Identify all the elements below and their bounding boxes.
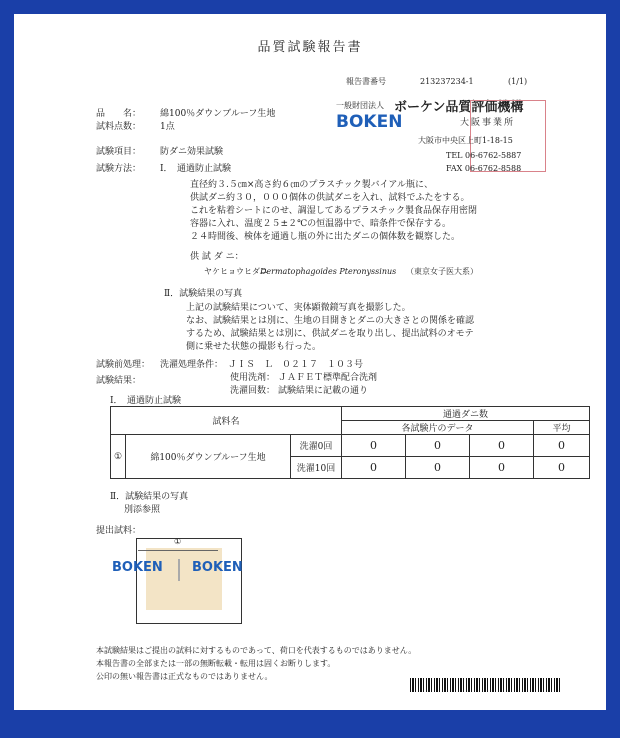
mite-label: 供 試 ダ ニ： xyxy=(190,252,244,262)
test-item-value: 防ダニ効果試験 xyxy=(160,147,224,157)
issuer-fax: FAX 06-6762-8588 xyxy=(446,164,522,173)
mite-source: （東京女子医大系） xyxy=(406,267,478,276)
photo-line-1: 上記の試験結果について、実体顕微鏡写真を撮影した。 xyxy=(186,303,411,313)
item-label: 品 名： xyxy=(96,109,142,119)
pretreatment-label: 試験前処理： xyxy=(96,360,151,370)
boken-logo-left: BOKEN xyxy=(112,560,163,575)
row-avg: 0 xyxy=(534,435,590,457)
method-section2: Ⅱ．試験結果の写真 xyxy=(164,289,243,299)
results-label: 試験結果： xyxy=(96,376,142,386)
submitted-label: 提出試料： xyxy=(96,526,142,536)
report-page: (1/1) xyxy=(508,77,528,86)
detergent-value: ＪＡＦＥＴ標準配合洗剤 xyxy=(278,373,378,383)
row-value: 0 xyxy=(406,457,470,479)
method-line-3: これを粘着シートにのせ、調湿してあるプラスチック製食品保存用密閉 xyxy=(190,206,478,216)
sample-mark xyxy=(178,559,180,581)
report-paper xyxy=(14,14,606,710)
barcode xyxy=(410,678,562,692)
row-value: 0 xyxy=(342,435,406,457)
issuer-tel: TEL 06-6762-5887 xyxy=(446,151,522,160)
note-1: 本試験結果はご提出の試料に対するものであって、荷口を代表するものではありません。 xyxy=(96,646,417,655)
photo-line-3: するため、試験結果とは別に、供試ダニを取り出し、提出試料のオモテ xyxy=(186,329,474,339)
photo-line-2: なお、試験結果とは別に、生地の目開きとダニの大きさとの関係を確認 xyxy=(186,316,475,326)
issuer-prefix: 一般財団法人 xyxy=(336,101,384,110)
fabric-sample xyxy=(146,548,222,610)
wash-times-label: 洗濯回数： xyxy=(230,386,276,396)
row-value: 0 xyxy=(406,435,470,457)
condition-value: ＪＩＳ Ｌ ０２１７ １０３号 xyxy=(228,360,364,370)
item-value: 綿100％ダウンブルーフ生地 xyxy=(160,109,276,119)
test-item-label: 試験項目： xyxy=(96,147,142,157)
row-sample: 綿100％ダウンブルーフ生地 xyxy=(126,435,291,479)
boken-logo-right: BOKEN xyxy=(192,560,243,575)
method-line-1: 直径約３.５㎝×高さ約６㎝のプラスチック製バイアル瓶に、 xyxy=(190,180,434,190)
sample-number: ① xyxy=(174,537,182,546)
photo-line-4: 側に乗せた状態の撮影も行った。 xyxy=(186,342,322,352)
detergent-label: 使用洗剤： xyxy=(230,373,276,383)
condition-label: 洗濯処理条件： xyxy=(160,360,224,370)
mite-latin: Dermatophagoides Pteronyssinus xyxy=(260,267,397,276)
issuer-address: 大阪市中央区上町1-18-15 xyxy=(418,136,513,145)
row-value: 0 xyxy=(470,457,534,479)
method-label: 試験方法： xyxy=(96,164,142,174)
issuer-office: 大阪事業所 xyxy=(460,118,516,128)
method-line-2: 供試ダニ約３０，０００個体の供試ダニを入れ、試料でふたをする。 xyxy=(190,193,470,203)
count-value: 1点 xyxy=(160,122,175,132)
note-2: 本報告書の全部または一部の無断転載・転用は固くお断りします。 xyxy=(96,659,336,668)
results-section1: Ⅰ． 通過防止試験 xyxy=(110,396,182,406)
results-table xyxy=(110,406,590,479)
method-line-5: ２４時間後、検体を通過し瓶の外に出たダニの個体数を観察した。 xyxy=(190,232,461,242)
table-row xyxy=(111,435,590,457)
report-number-label: 報告書番号 xyxy=(346,77,386,86)
boken-logo: BOKEN xyxy=(336,112,403,132)
results-section2-note: 別添参照 xyxy=(124,505,161,515)
row-avg: 0 xyxy=(534,457,590,479)
row-number: ① xyxy=(111,435,126,479)
report-number: 213237234-1 xyxy=(420,77,474,86)
header-each: 各試験片のデータ xyxy=(342,421,534,435)
mite-jp: ヤケヒョウヒダニ xyxy=(204,267,268,276)
count-label: 試料点数： xyxy=(96,122,142,132)
method-line-4: 容器に入れ、温度２５±２℃の恒温器中で、暗条件で保存する。 xyxy=(190,219,451,229)
sample-divider xyxy=(138,550,218,551)
header-avg: 平均 xyxy=(534,421,590,435)
row-wash: 洗濯10回 xyxy=(291,457,342,479)
note-3: 公印の無い報告書は正式なものではありません。 xyxy=(96,672,273,681)
issuer-name: ボーケン品質評価機構 xyxy=(394,100,524,115)
method-section1: Ⅰ． 通過防止試験 xyxy=(160,164,232,174)
row-value: 0 xyxy=(470,435,534,457)
header-passed: 通過ダニ数 xyxy=(342,407,590,421)
wash-times-value: 試験結果に記載の通り xyxy=(278,386,369,396)
row-value: 0 xyxy=(342,457,406,479)
results-section2: Ⅱ．試験結果の写真 xyxy=(110,492,189,502)
header-sample: 試料名 xyxy=(111,407,342,435)
row-wash: 洗濯0回 xyxy=(291,435,342,457)
page-title: 品質試験報告書 xyxy=(257,40,363,55)
